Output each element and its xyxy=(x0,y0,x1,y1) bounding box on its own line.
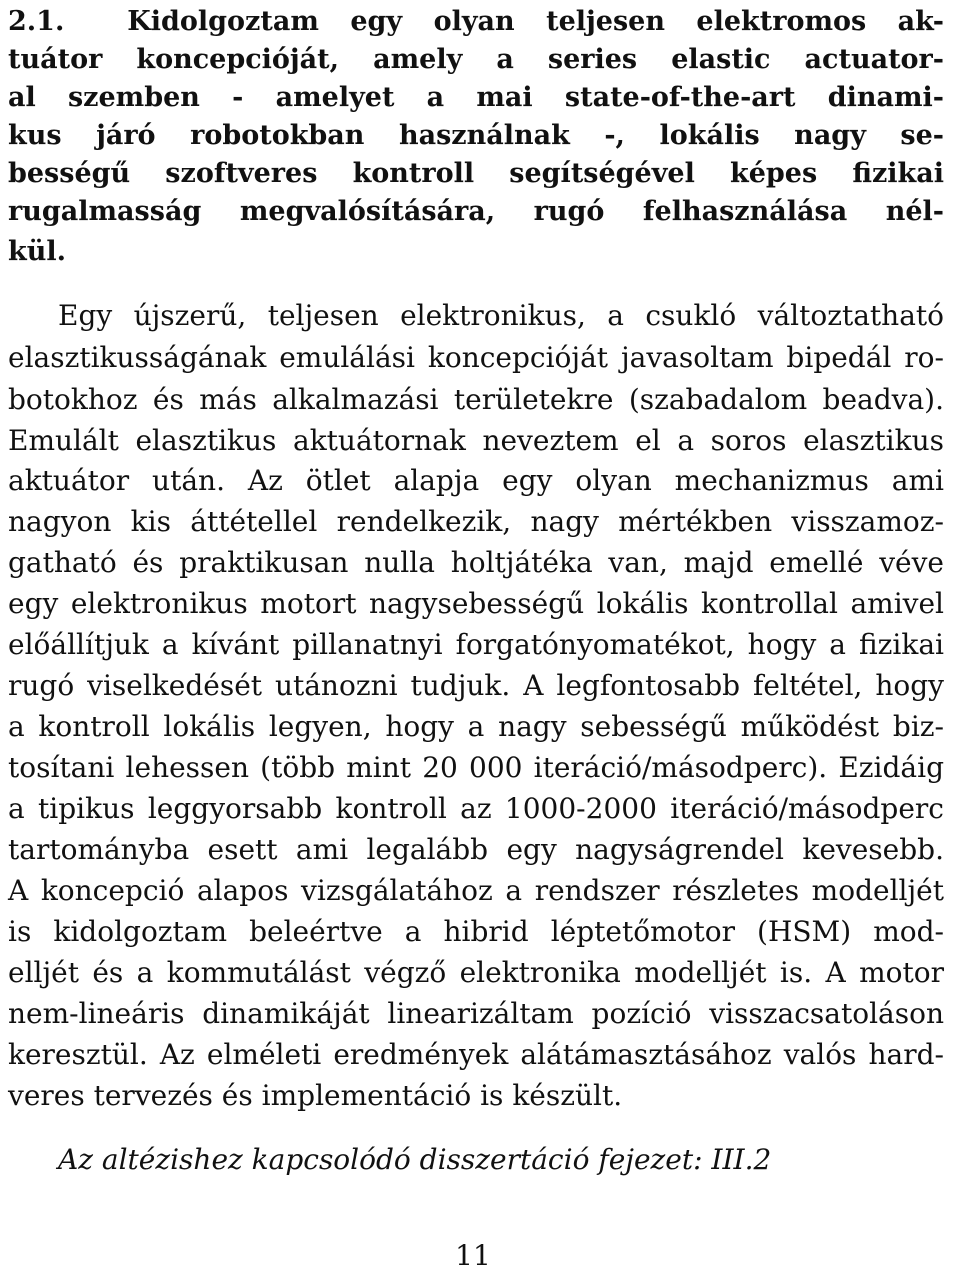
thesis-line-1-text: Kidolgoztam egy olyan teljesen elektromos ak- xyxy=(127,6,944,37)
body-line-12: tosítani lehessen (több mint 20 000 iteráció/másodperc). Ezidáig xyxy=(8,751,944,784)
body-line-1: Egy újszerű, teljesen elektronikus, a csukló változtatható xyxy=(58,299,944,332)
thesis-line-1 xyxy=(8,2,944,42)
body-line-19: keresztül. Az elméleti eredmények alátámasztásához valós hard- xyxy=(8,1038,944,1071)
thesis-line-3: al szemben - amelyet a mai state-of-the-art dinami- xyxy=(8,82,944,113)
thesis-line-5: bességű szoftveres kontroll segítségével képes fizikai xyxy=(8,158,944,189)
dissertation-reference: Az altézishez kapcsolódó disszertáció fejezet: III.2 xyxy=(58,1143,772,1176)
body-line-2: elasztikusságának emulálási koncepcióját javasoltam bipedál ro- xyxy=(8,341,944,374)
body-line-17: elljét és a kommutálást végző elektronika modelljét is. A motor xyxy=(8,956,944,989)
thesis-line-7: kül. xyxy=(8,236,66,267)
body-line-8: egy elektronikus motort nagysebességű lokális kontrollal amivel xyxy=(8,587,944,620)
body-line-6: nagyon kis áttétellel rendelkezik, nagy mértékben visszamoz- xyxy=(8,505,944,538)
body-line-20: veres tervezés és implementáció is készült. xyxy=(8,1079,623,1112)
thesis-line-6: rugalmasság megvalósítására, rugó felhasználása nél- xyxy=(8,196,944,227)
body-line-16: is kidolgoztam beleértve a hibrid léptetőmotor (HSM) mod- xyxy=(8,915,944,948)
body-line-5: aktuátor után. Az ötlet alapja egy olyan mechanizmus ami xyxy=(8,464,944,497)
body-line-7: gatható és praktikusan nulla holtjátéka van, majd emellé véve xyxy=(8,546,944,579)
body-line-11: a kontroll lokális legyen, hogy a nagy sebességű működést biz- xyxy=(8,710,944,743)
page-number: 11 xyxy=(455,1239,491,1272)
body-line-15: A koncepció alapos vizsgálatához a rendszer részletes modelljét xyxy=(8,874,944,907)
body-line-4: Emulált elasztikus aktuátornak neveztem el a soros elasztikus xyxy=(8,424,944,457)
thesis-line-4: kus járó robotokban használnak -, lokális nagy se- xyxy=(8,120,944,151)
body-line-10: rugó viselkedését utánozni tudjuk. A legfontosabb feltétel, hogy xyxy=(8,669,944,702)
thesis-line-2: tuátor koncepcióját, amely a series elastic actuator- xyxy=(8,44,944,75)
body-line-13: a tipikus leggyorsabb kontroll az 1000-2000 iteráció/másodperc xyxy=(8,792,944,825)
body-line-14: tartományba esett ami legalább egy nagyságrendel kevesebb. xyxy=(8,833,944,866)
thesis-number: 2.1. xyxy=(8,6,65,37)
body-line-9: előállítjuk a kívánt pillanatnyi forgatónyomatékot, hogy a fizikai xyxy=(8,628,944,661)
body-line-18: nem-lineáris dinamikáját linearizáltam pozíció visszacsatoláson xyxy=(8,997,944,1030)
body-line-3: botokhoz és más alkalmazási területekre (szabadalom beadva). xyxy=(8,383,944,416)
